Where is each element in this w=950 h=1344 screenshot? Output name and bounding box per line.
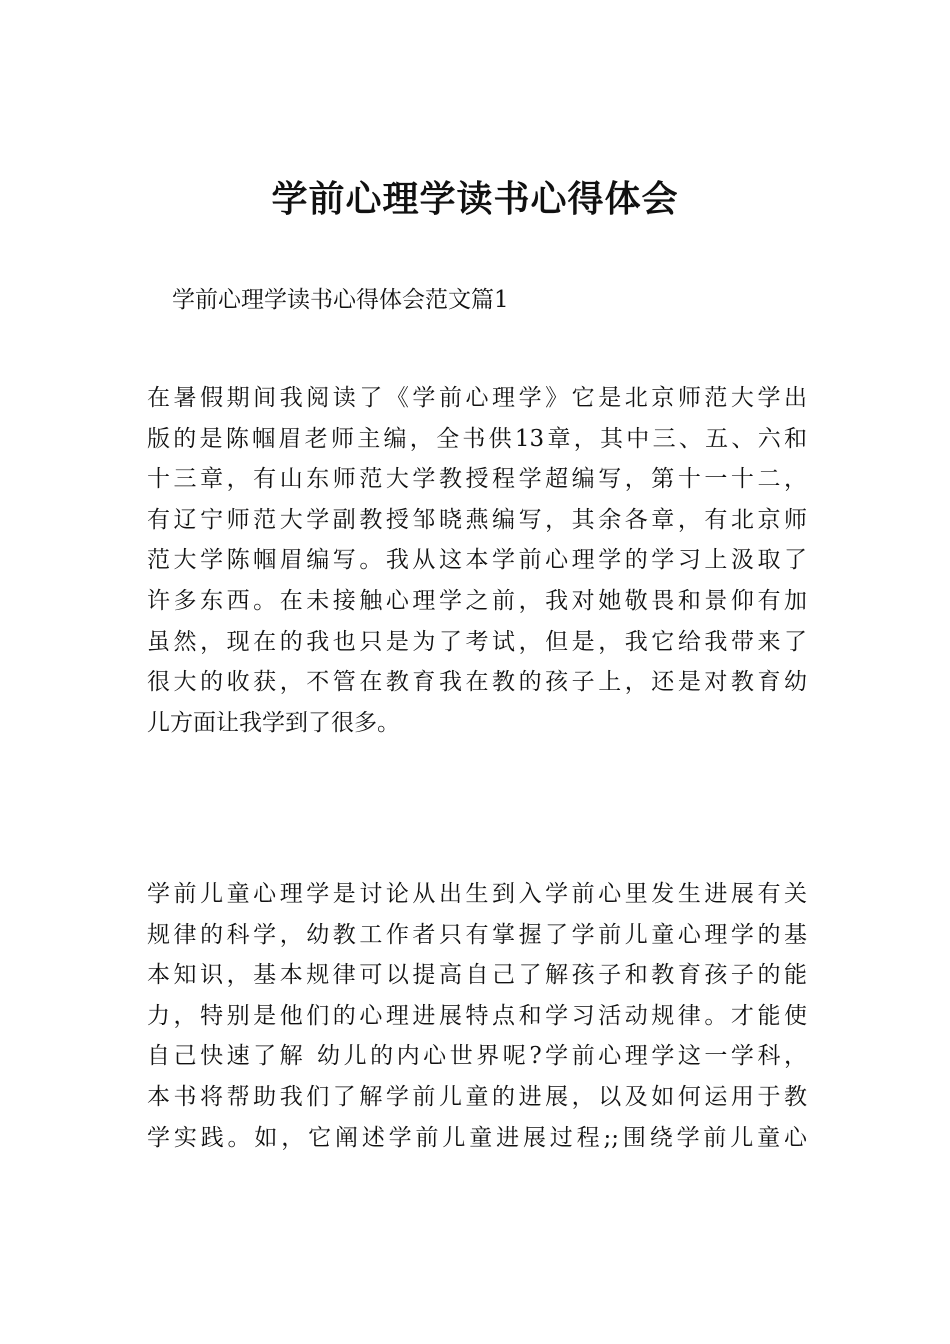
document-subtitle: 学前心理学读书心得体会范文篇1 xyxy=(172,287,509,313)
paragraph-line: 学前儿童心理学是讨论从出生到入学前心里发生进展有关 xyxy=(147,881,807,907)
paragraph-line: 本书将帮助我们了解学前儿童的进展，以及如何运用于教 xyxy=(147,1083,807,1110)
paragraph-2 xyxy=(147,874,807,1158)
paragraph-1 xyxy=(147,378,807,743)
paragraph-line: 规律的科学，幼教工作者只有掌握了学前儿童心理学的基 xyxy=(147,921,807,948)
paragraph-line: 本知识，基本规律可以提高自己了解孩子和教育孩子的能 xyxy=(147,962,807,989)
paragraph-line: 十三章，有山东师范大学教授程学超编写，第十一十二， xyxy=(147,466,807,493)
paragraph-line: 学实践。如，它阐述学前儿童进展过程;;围绕学前儿童心 xyxy=(147,1124,807,1151)
paragraph-line: 在暑假期间我阅读了《学前心理学》它是北京师范大学出 xyxy=(147,385,807,411)
paragraph-line: 很大的收获，不管在教育我在教的孩子上，还是对教育幼 xyxy=(147,669,807,696)
paragraph-line: 许多东西。在未接触心理学之前，我对她敬畏和景仰有加 xyxy=(147,587,807,614)
paragraph-line: 自己快速了解 幼儿的内心世界呢?学前心理学这一学科， xyxy=(147,1043,807,1070)
document-title: 学前心理学读书心得体会 xyxy=(271,179,679,220)
paragraph-line: 版的是陈帼眉老师主编，全书供13章，其中三、五、六和 xyxy=(147,425,807,452)
paragraph-line: 虽然，现在的我也只是为了考试，但是，我它给我带来了 xyxy=(147,628,807,655)
paragraph-line: 力，特别是他们的心理进展特点和学习活动规律。才能使 xyxy=(147,1002,807,1029)
paragraph-line: 儿方面让我学到了很多。 xyxy=(147,709,400,736)
paragraph-line: 有辽宁师范大学副教授邹晓燕编写，其余各章，有北京师 xyxy=(147,506,807,533)
paragraph-line: 范大学陈帼眉编写。我从这本学前心理学的学习上汲取了 xyxy=(147,547,807,574)
